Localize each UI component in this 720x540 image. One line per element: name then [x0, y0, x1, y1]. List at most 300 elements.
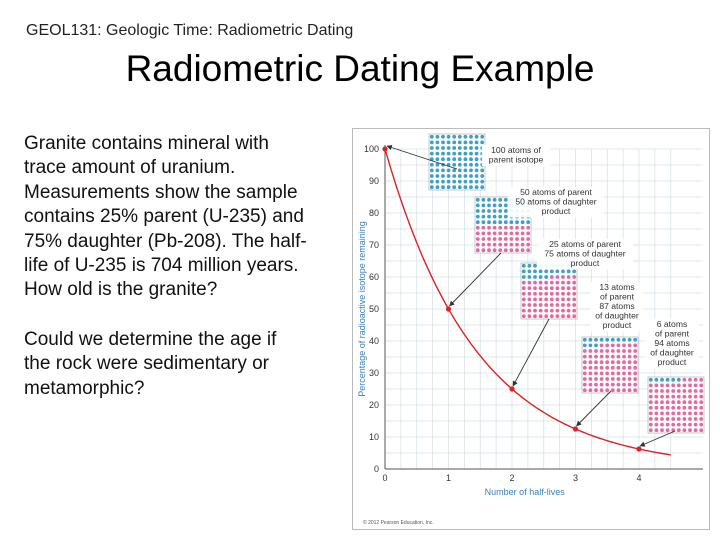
atom-dot — [544, 270, 548, 274]
atom-dot — [605, 338, 609, 342]
atom-dot — [649, 378, 653, 382]
atom-dot — [521, 248, 525, 252]
atom-dot — [544, 286, 548, 290]
atom-dot — [617, 372, 621, 376]
atom-dot — [671, 406, 675, 410]
atom-dot — [476, 204, 480, 208]
atom-dot — [567, 292, 571, 296]
atom-dot — [688, 423, 692, 427]
atom-dot — [671, 412, 675, 416]
annotation-line: 6 atoms — [656, 319, 688, 329]
atom-dot — [649, 400, 653, 404]
atom-dot — [493, 198, 497, 202]
atom-dot — [649, 389, 653, 393]
atom-dot — [611, 344, 615, 348]
question-paragraph: Could we determine the age if the rock were sedimentary or metamorphic? — [24, 328, 277, 399]
atom-dot — [550, 275, 554, 279]
atom-dot — [688, 412, 692, 416]
atom-dot — [628, 366, 632, 370]
annotation-line: 75 atoms of daughter — [544, 248, 626, 259]
atom-dot — [544, 303, 548, 307]
atom-dot — [683, 400, 687, 404]
atom-dot — [550, 270, 554, 274]
atom-dot — [605, 349, 609, 353]
atom-dot — [487, 237, 491, 241]
atom-dot — [521, 226, 525, 230]
atom-dot — [583, 344, 587, 348]
atom-dot — [600, 355, 604, 359]
atom-dot — [504, 209, 508, 213]
atom-dot — [510, 243, 514, 247]
atom-dot — [688, 389, 692, 393]
atom-dot — [671, 400, 675, 404]
atom-dot — [694, 400, 698, 404]
annotation-line: 87 atoms — [599, 301, 635, 311]
atom-dot — [515, 237, 519, 241]
atom-dot — [649, 395, 653, 399]
atom-dot — [526, 237, 530, 241]
atom-dot — [441, 152, 445, 156]
atom-dot — [452, 169, 456, 173]
atom-dot — [544, 275, 548, 279]
atom-dot — [666, 400, 670, 404]
atom-dot — [447, 180, 451, 184]
atom-dot — [550, 309, 554, 313]
atom-dot — [480, 174, 484, 178]
atom-dot — [458, 180, 462, 184]
atom-dot — [533, 264, 537, 268]
atom-dot — [476, 243, 480, 247]
atom-dot — [567, 309, 571, 313]
data-point — [573, 426, 578, 431]
atom-dot — [528, 314, 532, 318]
atom-dot — [633, 355, 637, 359]
atom-dot — [441, 180, 445, 184]
atom-dot — [567, 303, 571, 307]
annotation-line: of daughter — [595, 310, 639, 321]
atom-dot — [660, 384, 664, 388]
atom-dot — [504, 204, 508, 208]
atom-dot — [628, 383, 632, 387]
atom-dot — [671, 378, 675, 382]
atom-dot — [556, 303, 560, 307]
y-axis-title: Percentage of radioactive isotope remaining — [357, 221, 367, 397]
atom-dot — [660, 389, 664, 393]
atom-dot — [660, 406, 664, 410]
atom-dot — [458, 163, 462, 167]
atom-dot — [699, 412, 703, 416]
atom-dot — [694, 423, 698, 427]
atom-dot — [487, 209, 491, 213]
atom-dot — [430, 169, 434, 173]
atom-dot — [611, 388, 615, 392]
atom-dot — [475, 135, 479, 139]
atom-dot — [605, 344, 609, 348]
atom-dot — [617, 344, 621, 348]
atom-dot — [671, 395, 675, 399]
atom-dot — [482, 232, 486, 236]
atom-dot — [515, 226, 519, 230]
atom-dot — [589, 355, 593, 359]
atom-dot — [521, 243, 525, 247]
atom-dot — [583, 366, 587, 370]
atom-dot — [469, 169, 473, 173]
atom-grid-0 — [429, 134, 485, 190]
atom-dot — [522, 303, 526, 307]
atom-dot — [498, 209, 502, 213]
atom-dot — [447, 174, 451, 178]
atom-dot — [671, 417, 675, 421]
atom-dot — [469, 185, 473, 189]
atom-dot — [628, 355, 632, 359]
atom-dot — [688, 417, 692, 421]
atom-dot — [611, 349, 615, 353]
atom-dot — [583, 360, 587, 364]
atom-dot — [688, 406, 692, 410]
atom-dot — [539, 303, 543, 307]
atom-dot — [589, 372, 593, 376]
atom-dot — [583, 388, 587, 392]
atom-dot — [480, 141, 484, 145]
atom-dot — [504, 232, 508, 236]
x-tick-label: 4 — [636, 473, 642, 483]
atom-dot — [628, 349, 632, 353]
atom-dot — [683, 389, 687, 393]
atom-dot — [649, 423, 653, 427]
atom-dot — [694, 395, 698, 399]
course-header: GEOL131: Geologic Time: Radiometric Dating — [26, 22, 354, 39]
atom-dot — [660, 428, 664, 432]
annotation-1 — [508, 187, 604, 218]
atom-dot — [666, 417, 670, 421]
atom-dot — [699, 428, 703, 432]
atom-dot — [649, 384, 653, 388]
atom-dot — [539, 286, 543, 290]
atom-dot — [671, 423, 675, 427]
atom-dot — [617, 366, 621, 370]
atom-dot — [683, 384, 687, 388]
atom-dot — [522, 281, 526, 285]
atom-dot — [522, 270, 526, 274]
atom-dot — [493, 248, 497, 252]
atom-dot — [436, 157, 440, 161]
atom-dot — [475, 152, 479, 156]
annotation-4 — [645, 319, 700, 369]
atom-dot — [611, 366, 615, 370]
atom-dot — [464, 174, 468, 178]
annotation-line: 13 atoms — [599, 282, 635, 292]
atom-dot — [447, 135, 451, 139]
atom-dot — [493, 220, 497, 224]
slide-title: Radiometric Dating Example — [125, 48, 595, 89]
y-tick-label: 80 — [368, 208, 379, 218]
atom-dot — [683, 412, 687, 416]
atom-dot — [567, 270, 571, 274]
atom-dot — [544, 281, 548, 285]
atom-dot — [480, 169, 484, 173]
atom-dot — [550, 314, 554, 318]
atom-dot — [533, 270, 537, 274]
atom-dot — [683, 406, 687, 410]
atom-dot — [526, 226, 530, 230]
atom-dot — [482, 215, 486, 219]
atom-dot — [441, 169, 445, 173]
atom-dot — [572, 292, 576, 296]
atom-dot — [482, 204, 486, 208]
atom-dot — [498, 248, 502, 252]
atom-dot — [475, 169, 479, 173]
atom-dot — [583, 372, 587, 376]
atom-dot — [671, 384, 675, 388]
atom-dot — [475, 141, 479, 145]
atom-dot — [482, 243, 486, 247]
half-life-chart — [353, 129, 709, 529]
atom-dot — [605, 366, 609, 370]
atom-dot — [528, 286, 532, 290]
problem-paragraph: Granite contains mineral with trace amount of uranium. Measurements show the sample contains 25% parent (U-235) and 75% daughter (Pb-208). The half- life of U-235 is 704 million years. How old is the granite? — [24, 133, 307, 301]
atom-dot — [430, 135, 434, 139]
atom-dot — [436, 185, 440, 189]
atom-dot — [539, 270, 543, 274]
atom-dot — [572, 309, 576, 313]
atom-dot — [622, 338, 626, 342]
atom-dot — [660, 412, 664, 416]
atom-dot — [694, 384, 698, 388]
atom-dot — [561, 286, 565, 290]
atom-dot — [583, 377, 587, 381]
atom-dot — [649, 428, 653, 432]
atom-dot — [487, 243, 491, 247]
atom-dot — [544, 314, 548, 318]
atom-dot — [533, 292, 537, 296]
atom-dot — [447, 152, 451, 156]
atom-dot — [522, 286, 526, 290]
atom-dot — [447, 141, 451, 145]
atom-dot — [694, 428, 698, 432]
atom-dot — [622, 360, 626, 364]
atom-dot — [430, 174, 434, 178]
atom-dot — [688, 400, 692, 404]
atom-dot — [533, 309, 537, 313]
atom-dot — [510, 232, 514, 236]
atom-dot — [464, 185, 468, 189]
atom-dot — [605, 372, 609, 376]
atom-dot — [498, 204, 502, 208]
atom-dot — [683, 417, 687, 421]
atom-dot — [533, 314, 537, 318]
atom-dot — [533, 303, 537, 307]
atom-dot — [528, 270, 532, 274]
atom-dot — [660, 400, 664, 404]
atom-dot — [498, 237, 502, 241]
y-tick-label: 20 — [368, 400, 379, 410]
atom-dot — [441, 146, 445, 150]
atom-dot — [666, 412, 670, 416]
atom-dot — [600, 388, 604, 392]
atom-dot — [655, 400, 659, 404]
atom-dot — [482, 248, 486, 252]
atom-dot — [452, 180, 456, 184]
atom-dot — [504, 198, 508, 202]
atom-dot — [677, 423, 681, 427]
atom-dot — [655, 417, 659, 421]
atom-dot — [589, 366, 593, 370]
atom-dot — [583, 349, 587, 353]
atom-dot — [452, 146, 456, 150]
annotation-line: 50 atoms of parent — [520, 187, 592, 197]
x-tick-label: 3 — [572, 473, 579, 483]
atom-dot — [550, 292, 554, 296]
atom-grid-3 — [582, 337, 638, 393]
atom-dot — [699, 395, 703, 399]
atom-dot — [633, 349, 637, 353]
atom-dot — [666, 384, 670, 388]
atom-dot — [655, 389, 659, 393]
atom-dot — [556, 270, 560, 274]
data-point — [509, 386, 514, 391]
atom-dot — [572, 286, 576, 290]
atom-dot — [561, 309, 565, 313]
annotation-line: product — [657, 357, 687, 367]
atom-dot — [556, 286, 560, 290]
atom-dot — [628, 388, 632, 392]
atom-dot — [611, 355, 615, 359]
atom-dot — [430, 141, 434, 145]
atom-dot — [611, 360, 615, 364]
atom-dot — [649, 412, 653, 416]
atom-dot — [441, 135, 445, 139]
atom-dot — [528, 303, 532, 307]
atom-dot — [628, 344, 632, 348]
atom-dot — [522, 275, 526, 279]
atom-dot — [699, 384, 703, 388]
atom-dot — [622, 344, 626, 348]
atom-dot — [622, 388, 626, 392]
atom-dot — [617, 377, 621, 381]
atom-dot — [522, 298, 526, 302]
atom-dot — [430, 180, 434, 184]
atom-dot — [522, 264, 526, 268]
atom-dot — [526, 248, 530, 252]
atom-dot — [469, 146, 473, 150]
atom-dot — [600, 377, 604, 381]
atom-dot — [666, 423, 670, 427]
atom-dot — [572, 303, 576, 307]
atom-dot — [498, 215, 502, 219]
atom-dot — [677, 428, 681, 432]
atom-dot — [458, 141, 462, 145]
y-tick-label: 100 — [363, 144, 379, 154]
atom-dot — [561, 314, 565, 318]
atom-dot — [550, 286, 554, 290]
atom-dot — [561, 281, 565, 285]
atom-dot — [611, 377, 615, 381]
atom-dot — [677, 384, 681, 388]
atom-dot — [452, 135, 456, 139]
atom-dot — [622, 349, 626, 353]
annotation-line: product — [541, 206, 571, 216]
atom-dot — [458, 185, 462, 189]
atom-dot — [469, 174, 473, 178]
annotation-line: product — [602, 320, 632, 330]
atom-dot — [493, 243, 497, 247]
atom-dot — [515, 248, 519, 252]
atom-dot — [447, 157, 451, 161]
atom-dot — [526, 220, 530, 224]
atom-dot — [589, 388, 593, 392]
atom-dot — [458, 174, 462, 178]
atom-dot — [544, 309, 548, 313]
atom-dot — [526, 243, 530, 247]
atom-grid-4 — [648, 377, 704, 433]
atom-dot — [694, 378, 698, 382]
atom-dot — [452, 174, 456, 178]
atom-dot — [504, 226, 508, 230]
atom-dot — [649, 406, 653, 410]
y-tick-label: 90 — [368, 176, 379, 186]
atom-dot — [655, 406, 659, 410]
atom-dot — [493, 209, 497, 213]
atom-dot — [655, 384, 659, 388]
atom-dot — [622, 377, 626, 381]
atom-dot — [600, 366, 604, 370]
atom-dot — [487, 226, 491, 230]
atom-dot — [622, 355, 626, 359]
atom-dot — [539, 281, 543, 285]
atom-dot — [464, 157, 468, 161]
atom-dot — [633, 338, 637, 342]
atom-dot — [572, 281, 576, 285]
atom-dot — [539, 298, 543, 302]
atom-dot — [458, 169, 462, 173]
atom-dot — [458, 146, 462, 150]
atom-dot — [594, 377, 598, 381]
atom-dot — [556, 281, 560, 285]
atom-dot — [544, 298, 548, 302]
atom-dot — [528, 298, 532, 302]
atom-dot — [487, 232, 491, 236]
atom-dot — [699, 378, 703, 382]
atom-dot — [605, 377, 609, 381]
atom-dot — [561, 270, 565, 274]
atom-dot — [447, 146, 451, 150]
annotation-2 — [537, 239, 633, 270]
atom-dot — [441, 141, 445, 145]
atom-dot — [475, 146, 479, 150]
atom-dot — [556, 298, 560, 302]
atom-dot — [476, 237, 480, 241]
data-point — [636, 446, 641, 451]
atom-dot — [572, 275, 576, 279]
atom-dot — [482, 237, 486, 241]
atom-dot — [521, 232, 525, 236]
atom-dot — [567, 286, 571, 290]
atom-dot — [476, 198, 480, 202]
atom-dot — [487, 215, 491, 219]
atom-dot — [550, 281, 554, 285]
atom-dot — [589, 338, 593, 342]
data-point — [382, 146, 387, 151]
atom-dot — [666, 406, 670, 410]
atom-dot — [510, 226, 514, 230]
atom-dot — [504, 215, 508, 219]
atom-dot — [510, 220, 514, 224]
atom-dot — [539, 275, 543, 279]
atom-dot — [633, 344, 637, 348]
atom-dot — [469, 157, 473, 161]
atom-dot — [533, 275, 537, 279]
atom-dot — [464, 146, 468, 150]
